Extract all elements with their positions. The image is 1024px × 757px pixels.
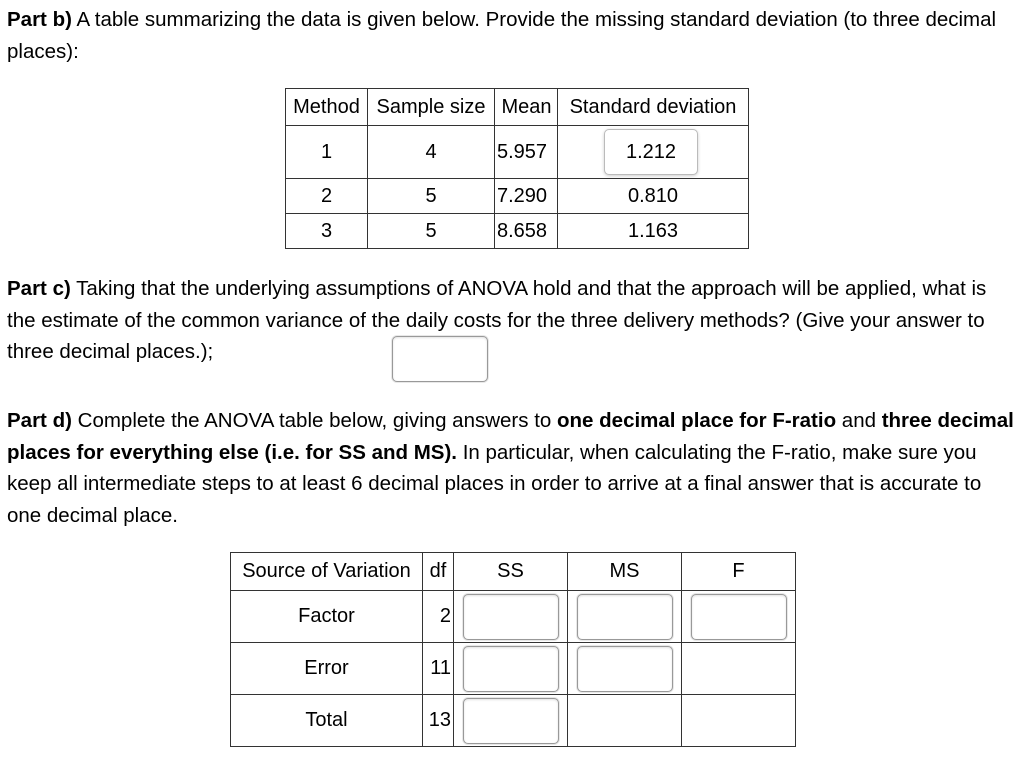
method-cell: 3 [286,214,368,249]
anova-header-row [231,553,796,591]
df-cell: 13 [423,695,454,747]
header-source-of-variation: Source of Variation [231,553,423,591]
f-cell-empty [682,695,796,747]
source-cell: Total [231,695,423,747]
ms-cell-empty [568,695,682,747]
mean-cell: 5.957 [495,126,558,179]
header-mean: Mean [495,89,558,126]
part-b-label: Part b) [7,8,72,31]
df-cell: 11 [423,643,454,695]
factor-ms-input[interactable] [577,594,673,640]
summary-header-row [286,89,749,126]
sample-size-cell: 5 [368,214,495,249]
ms-cell [568,643,682,695]
factor-f-input[interactable] [691,594,787,640]
part-c-text [7,273,1017,368]
part-c-label: Part c) [7,277,71,300]
source-cell: Factor [231,591,423,643]
part-d-bold-1: one decimal place for F-ratio [557,409,837,432]
table-row [231,591,796,643]
table-row [231,695,796,747]
method-cell: 1 [286,126,368,179]
common-variance-input[interactable] [392,336,488,382]
part-b-text [7,4,1017,67]
sample-size-cell: 5 [368,179,495,214]
part-c-question: Taking that the underlying assumptions of ANOVA hold and that the approach will be applied, what is the estimate of the common variance of the daily costs for the three delivery methods? (Give your answer to three decimal places.); [7,277,987,363]
header-ss: SS [454,553,568,591]
table-row [286,214,749,249]
header-standard-deviation: Standard deviation [558,89,749,126]
header-f: F [682,553,796,591]
sd-cell: 0.810 [558,179,749,214]
method-cell: 2 [286,179,368,214]
mean-cell: 8.658 [495,214,558,249]
ms-cell [568,591,682,643]
summary-table [285,88,749,249]
part-b-instructions: A table summarizing the data is given below. Provide the missing standard deviation (to three decimal places): [7,8,997,63]
header-sample-size: Sample size [368,89,495,126]
f-cell-empty [682,643,796,695]
ss-cell [454,643,568,695]
error-ss-input[interactable] [463,646,559,692]
df-cell: 2 [423,591,454,643]
mean-cell: 7.290 [495,179,558,214]
part-d-label: Part d) [7,409,72,432]
ss-cell [454,591,568,643]
sd-cell: 1.163 [558,214,749,249]
anova-table [230,552,796,747]
part-d-text [7,405,1017,531]
sd-input-cell [558,126,749,179]
part-d-text-1: Complete the ANOVA table below, giving answers to [77,409,557,432]
part-d-text-2: and [836,409,882,432]
table-row [286,126,749,179]
header-method: Method [286,89,368,126]
ss-cell [454,695,568,747]
sample-size-cell: 4 [368,126,495,179]
error-ms-input[interactable] [577,646,673,692]
part-d-bold-2: three decimal places for everything else (i.e. for SS and MS). [7,409,1014,464]
f-cell [682,591,796,643]
table-row [286,179,749,214]
part-d-text-3: In particular, when calculating the F-ratio, make sure you keep all intermediate steps to at least 6 decimal places in order to arrive at a final answer that is accurate to one decimal place. [7,440,982,527]
sd-input[interactable]: 1.212 [604,129,698,175]
header-ms: MS [568,553,682,591]
total-ss-input[interactable] [463,698,559,744]
factor-ss-input[interactable] [463,594,559,640]
source-cell: Error [231,643,423,695]
header-df: df [423,553,454,591]
table-row [231,643,796,695]
